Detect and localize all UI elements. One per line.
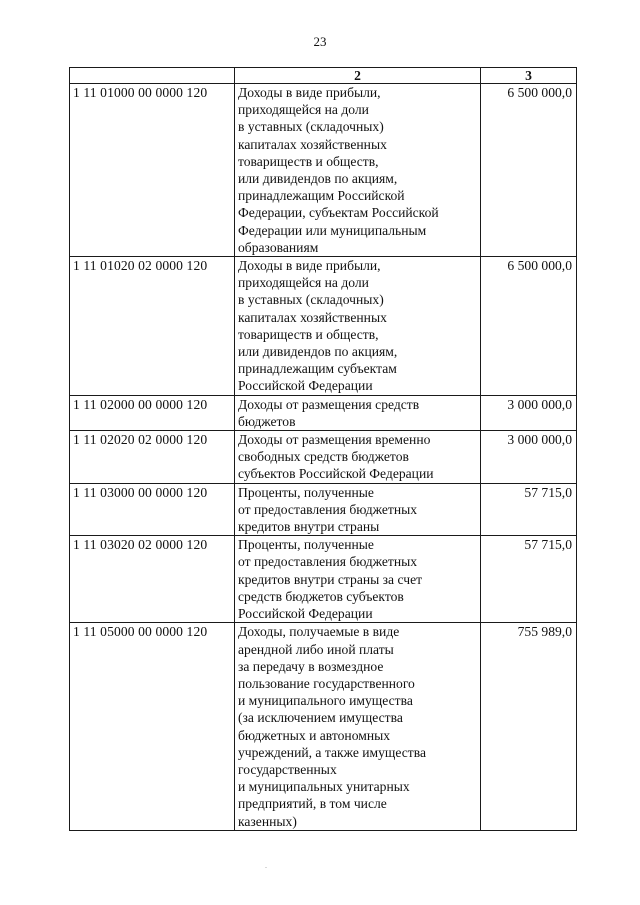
amount-cell: 3 000 000,0 [481, 395, 577, 430]
revenue-name-cell: Проценты, полученные от предоставления бюджетных кредитов внутри страны за счет средств бюджетов субъектов Российской Федерации [235, 536, 481, 623]
budget-code-cell: 1 11 01000 00 0000 120 [70, 84, 235, 257]
revenue-name-cell: Проценты, полученные от предоставления бюджетных кредитов внутри страны [235, 483, 481, 536]
amount-cell: 57 715,0 [481, 536, 577, 623]
budget-code-cell: 1 11 03000 00 0000 120 [70, 483, 235, 536]
revenue-name-cell: Доходы от размещения временно свободных средств бюджетов субъектов Российской Федерации [235, 431, 481, 484]
column-header-name: 2 [235, 68, 481, 84]
budget-code-cell: 1 11 02000 00 0000 120 [70, 395, 235, 430]
revenue-name-cell: Доходы в виде прибыли, приходящейся на доли в уставных (складочных) капиталах хозяйственных товариществ и обществ, или дивидендов по акциям, принадлежащим Российской Федерации, субъектам Российской Федерации или муниципальным образованиям [235, 84, 481, 257]
table-row [70, 536, 577, 623]
scan-mark: . [265, 861, 267, 870]
table-row [70, 84, 577, 257]
amount-cell: 57 715,0 [481, 483, 577, 536]
revenue-name-cell: Доходы от размещения средств бюджетов [235, 395, 481, 430]
table-row [70, 257, 577, 396]
amount-cell: 755 989,0 [481, 623, 577, 830]
table-row [70, 483, 577, 536]
budget-code-cell: 1 11 01020 02 0000 120 [70, 257, 235, 396]
revenue-name-cell: Доходы в виде прибыли, приходящейся на доли в уставных (складочных) капиталах хозяйственных товариществ и обществ, или дивидендов по акциям, принадлежащим субъектам Российской Федерации [235, 257, 481, 396]
amount-cell: 3 000 000,0 [481, 431, 577, 484]
column-header-code [70, 68, 235, 84]
amount-cell: 6 500 000,0 [481, 84, 577, 257]
table-row [70, 623, 577, 830]
table-body [70, 68, 577, 831]
table-row [70, 395, 577, 430]
page-number: 23 [313, 34, 327, 49]
column-header-amount: 3 [481, 68, 577, 84]
table-header-row [70, 68, 577, 84]
budget-code-cell: 1 11 03020 02 0000 120 [70, 536, 235, 623]
table-row [70, 431, 577, 484]
amount-cell: 6 500 000,0 [481, 257, 577, 396]
budget-code-cell: 1 11 02020 02 0000 120 [70, 431, 235, 484]
budget-code-cell: 1 11 05000 00 0000 120 [70, 623, 235, 830]
revenue-table [69, 67, 577, 831]
revenue-name-cell: Доходы, получаемые в виде арендной либо иной платы за передачу в возмездное пользование государственного и муниципального имущества (за исключением имущества бюджетных и автономных учреждений, а также имущества государственных и муниципальных унитарных предприятий, в том числе казенных) [235, 623, 481, 830]
